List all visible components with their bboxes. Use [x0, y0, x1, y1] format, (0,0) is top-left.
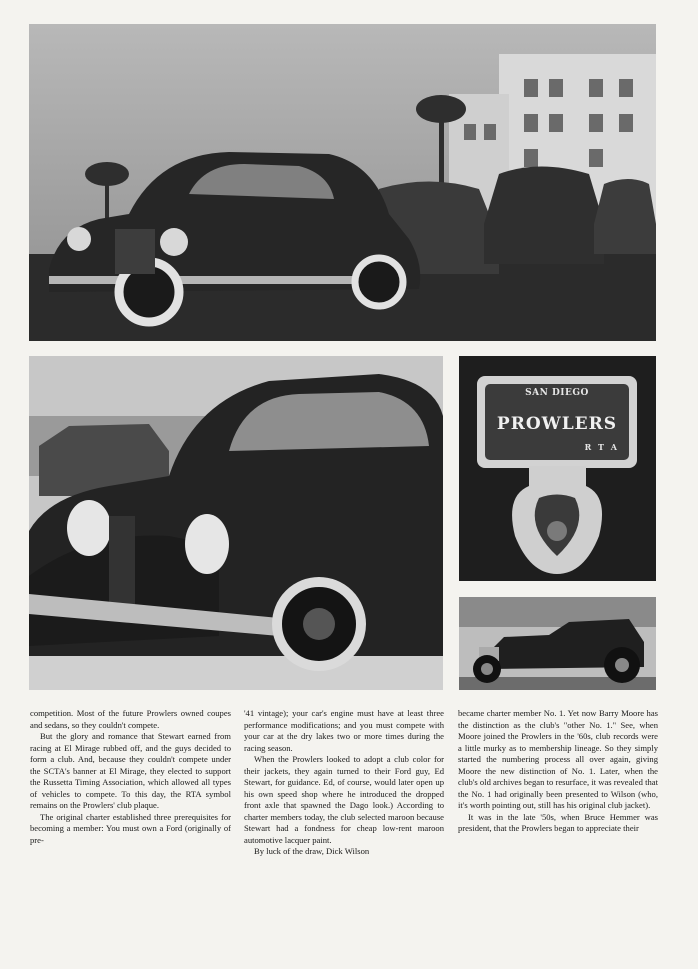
text-column-2	[244, 708, 444, 858]
photo-coupe-closeup	[29, 356, 443, 690]
plaque-name-text: PROWLERS	[496, 414, 618, 434]
page-footer	[636, 946, 656, 953]
paragraph: By luck of the draw, Dick Wilson	[254, 846, 370, 856]
paragraph: competition. Most of the future Prowlers owned coupes and sedans, so they couldn't compete.	[30, 708, 231, 730]
paragraph: But the glory and romance that Stewart earned from racing at El Mirage rubbed off, and the guys decided to form a club. And, because they couldn't compete under the SCTA's banner at El Mirage, they elected to support the Russetta Timing Association, which allowed all types of vehicles to compete. To this day, the RTA symbol remains on the Prowlers' club plaque.	[30, 731, 231, 810]
photo-club-plaque	[459, 356, 656, 581]
paragraph: When the Prowlers looked to adopt a club color for their jackets, they again turned to their Ford guy, Ed Stewart, for guidance. Ed, of course, would later open up his own speed shop where he introduced the dropped front axle that spawned the Dago look.) According to charter members today, the club selected maroon because Stewart had a fondness for cheap low-rent maroon automotive lacquer paint.	[244, 754, 444, 845]
paragraph: became charter member No. 1. Yet now Barry Moore has the distinction as the club's "other No. 1." See, when Moore joined the Prowlers in the '60s, club records were a little murky as to membership lineage. So they simply started the numbering process all over again, giving Moore the new distinction of No. 1. Later, when the club's old archives began to resurface, it was revealed that the No. 1 had originally been presented to Wilson (who, it's worth pointing out, still has his original club jacket).	[458, 708, 658, 810]
paragraph: The original charter established three prerequisites for becoming a member: You must own a Ford (originally of pre-	[30, 811, 231, 845]
photo-coupe-lineup	[29, 24, 656, 341]
paragraph: It was in the late '50s, when Bruce Hemmer was president, that the Prowlers began to appreciate their	[458, 811, 658, 833]
text-column-1	[30, 708, 231, 846]
plaque-bottom-text: R T A	[584, 442, 619, 452]
photo-credit	[16, 380, 24, 680]
paragraph: '41 vintage); your car's engine must have at least three performance modifications; and you must compete with your car at the dry lakes two or more times during the racing season.	[244, 708, 444, 753]
plaque-top-text: SAN DIEGO	[525, 388, 589, 398]
photo-hot-rod	[459, 597, 656, 690]
text-column-3	[458, 708, 658, 835]
